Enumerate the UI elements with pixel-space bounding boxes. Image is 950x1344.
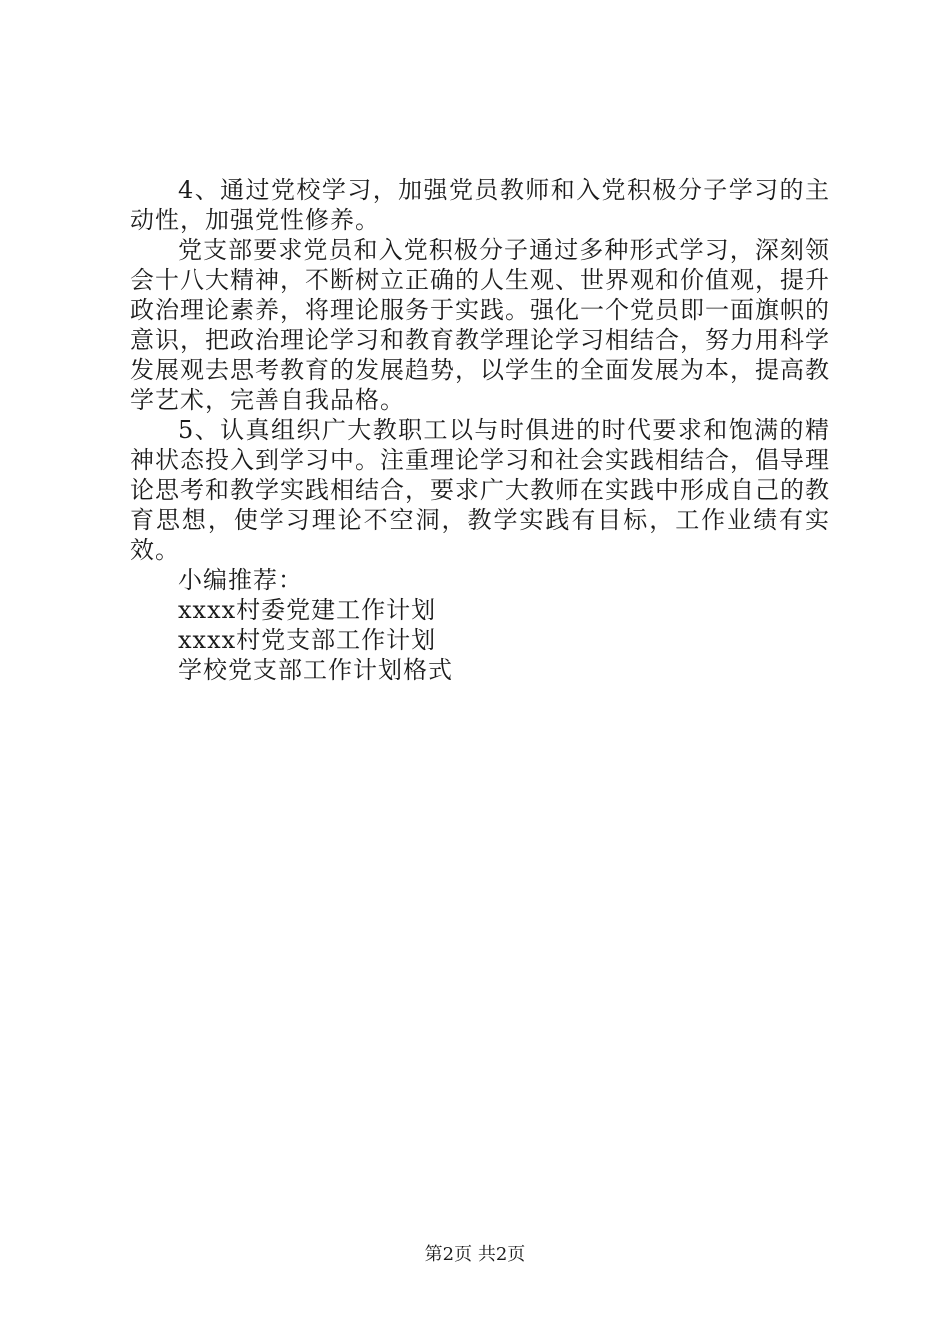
recommendation-list — [130, 595, 830, 685]
recommend-heading: 小编推荐： — [178, 566, 303, 594]
page-number-footer: 第2页 共2页 — [424, 1244, 526, 1265]
recommendation-link[interactable]: 学校党支部工作计划格式 — [178, 656, 453, 684]
paragraph-study-requirements: 党支部要求党员和入党积极分子通过多种形式学习，深刻领会十八大精神，不断树立正确的人生观、世界观和价值观，提升政治理论素养，将理论服务于实践。强化一个党员即一面旗帜的意识，把政治理论学习和教育教学理论学习相结合，努力用科学发展观去思考教育的发展趋势，以学生的全面发展为本，提高教学艺术，完善自我品格。 — [130, 236, 830, 414]
paragraph-item-4: 4、通过党校学习，加强党员教师和入党积极分子学习的主动性，加强党性修养。 — [130, 176, 830, 234]
paragraph-item-5: 5、认真组织广大教职工以与时俱进的时代要求和饱满的精神状态投入到学习中。注重理论学习和社会实践相结合，倡导理论思考和教学实践相结合，要求广大教师在实践中形成自己的教育思想，使学习理论不空洞，教学实践有目标，工作业绩有实效。 — [130, 416, 830, 564]
document-body — [130, 175, 830, 685]
recommendation-link[interactable]: xxxx村委党建工作计划 — [178, 596, 437, 624]
recommendation-link[interactable]: xxxx村党支部工作计划 — [178, 626, 437, 654]
